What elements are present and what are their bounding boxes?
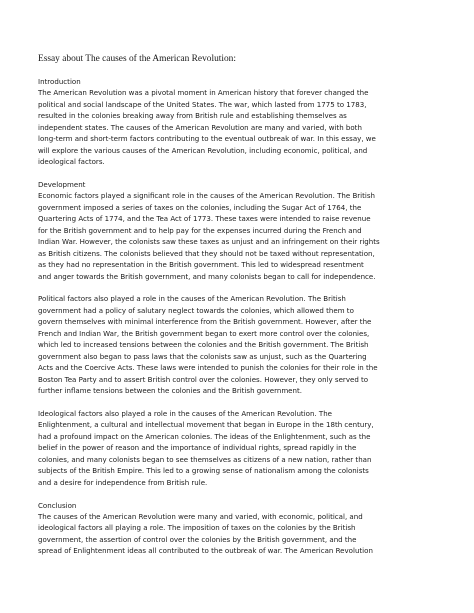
paragraph — [38, 190, 438, 282]
text-line: long-term and short-term factors contributing to the eventual outbreak of war. In this essay, we — [38, 134, 376, 144]
text-line: ideological factors. — [38, 157, 105, 167]
text-line: further inflame tensions between the colonies and the British government. — [38, 386, 302, 396]
text-line: independent states. The causes of the American Revolution are many and varied, with both — [38, 122, 362, 132]
text-line: subjects of the British Empire. This led to a growing sense of nationalism among the colonists — [38, 466, 369, 476]
text-line: The American Revolution was a pivotal moment in American history that forever changed the — [38, 88, 369, 98]
section-heading: Conclusion — [38, 500, 77, 510]
text-line: Quartering Acts of 1774, and the Tea Act of 1773. These taxes were intended to raise revenue — [38, 214, 371, 224]
text-line: Enlightenment, a cultural and intellectual movement that began in Europe in the 18th century, — [38, 420, 374, 430]
text-line: political and social landscape of the United States. The war, which lasted from 1775 to 1783, — [38, 99, 367, 109]
section-development — [38, 179, 438, 282]
text-line: colonies, and many colonists began to see themselves as citizens of a new nation, rather than — [38, 454, 372, 464]
text-line: as British citizens. The colonists believed that they should not be taxed without representation, — [38, 248, 375, 258]
document-title: Essay about The causes of the American Revolution: — [38, 54, 236, 64]
text-line: Acts and the Coercive Acts. These laws were intended to punish the colonies for their role in the — [38, 363, 378, 373]
section-introduction — [38, 76, 438, 168]
text-line: as they had no representation in the British government. This led to widespread resentment — [38, 260, 364, 270]
text-line: The causes of the American Revolution were many and varied, with economic, political, and — [38, 511, 363, 521]
text-line: Economic factors played a significant role in the causes of the American Revolution. The British — [38, 191, 376, 201]
document-body — [38, 76, 438, 557]
text-line: French and Indian War, the British government began to exert more control over the colonies, — [38, 328, 370, 338]
paragraph — [38, 293, 438, 396]
text-line: spread of Enlightenment ideas all contributed to the outbreak of war. The American Revolution — [38, 546, 373, 556]
text-line: government imposed a series of taxes on the colonies, including the Sugar Act of 1764, the — [38, 202, 362, 212]
text-line: resulted in the colonies breaking away from British rule and establishing themselves as — [38, 111, 347, 121]
section-ideological-factors — [38, 408, 438, 488]
paragraph — [38, 87, 438, 167]
section-political-factors — [38, 293, 438, 396]
text-line: for the British government and to help pay for the expenses incurred during the French and — [38, 225, 362, 235]
text-line: belief in the power of reason and the importance of individual rights, spread rapidly in the — [38, 443, 357, 453]
text-line: Ideological factors also played a role in the causes of the American Revolution. The — [38, 408, 333, 418]
section-heading: Introduction — [38, 77, 81, 86]
text-line: government also began to pass laws that the colonists saw as unjust, such as the Quartering — [38, 351, 367, 361]
text-line: and anger towards the British government, and many colonists began to call for independence. — [38, 271, 376, 281]
text-line: government, the assertion of control over the colonies by the British government, and the — [38, 534, 357, 544]
section-heading: Development — [38, 180, 86, 190]
text-line: Boston Tea Party and to assert British control over the colonies. However, they only served to — [38, 374, 369, 384]
paragraph — [38, 511, 438, 557]
paragraph — [38, 408, 438, 488]
text-line: Political factors also played a role in the causes of the American Revolution. The British — [38, 294, 346, 304]
text-line: Indian War. However, the colonists saw these taxes as unjust and an infringement on their rights — [38, 237, 380, 247]
section-conclusion — [38, 500, 438, 557]
text-line: government had a policy of salutary neglect towards the colonies, which allowed them to — [38, 305, 354, 315]
text-line: ideological factors all playing a role. The imposition of taxes on the colonies by the British — [38, 523, 356, 533]
text-line: and a desire for independence from British rule. — [38, 477, 208, 487]
text-line: will explore the various causes of the American Revolution, including economic, political, and — [38, 145, 368, 155]
text-line: had a profound impact on the American colonies. The ideas of the Enlightenment, such as the — [38, 431, 371, 441]
text-line: govern themselves with minimal interference from the British government. However, after the — [38, 317, 372, 327]
text-line: which led to increased tensions between the colonies and the British government. The British — [38, 340, 369, 350]
